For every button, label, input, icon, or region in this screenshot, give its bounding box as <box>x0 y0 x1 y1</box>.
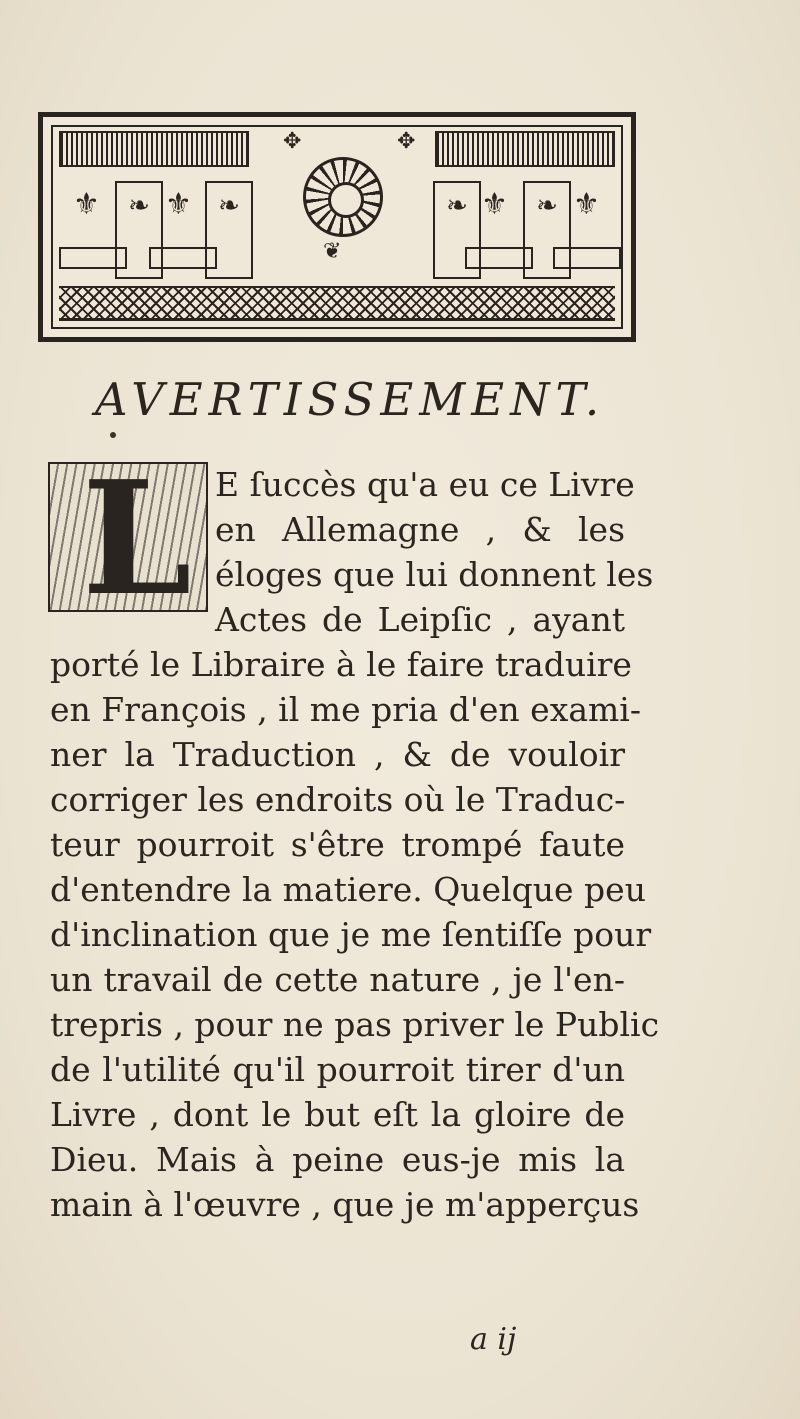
text-line: en Allemagne , & les <box>215 510 625 549</box>
ornamental-headpiece <box>38 112 636 342</box>
scroll-ornament <box>149 247 217 269</box>
ornament-sprig-icon: ❦ <box>323 239 342 264</box>
headpiece-frame <box>51 125 623 329</box>
text-line: Dieu. Mais à peine eus-je mis la <box>50 1140 625 1179</box>
ornament-cell: ❧ <box>523 181 571 279</box>
text-line: Livre , dont le but eſt la gloire de <box>50 1095 625 1134</box>
ornament-sprig-icon: ✥ <box>397 129 416 154</box>
text-line: corriger les endroits où le Traduc- <box>50 780 626 819</box>
signature-mark: a ij <box>470 1322 517 1357</box>
text-line: E ſuccès qu'a eu ce Livre <box>215 465 635 504</box>
text-line: teur pourroit s'être trompé faute <box>50 825 625 864</box>
scroll-ornament <box>59 247 127 269</box>
hatched-bar-left <box>59 131 249 167</box>
ornament-cell: ❧ <box>433 181 481 279</box>
fleur-de-lis-icon: ⚜ <box>573 187 600 222</box>
body-text <box>50 447 660 1227</box>
scroll-ornament <box>465 247 533 269</box>
text-line: main à l'œuvre , que je m'apperçus <box>50 1185 640 1224</box>
ornament-sprig-icon: ✥ <box>283 129 302 154</box>
text-line: de l'utilité qu'il pourroit tirer d'un <box>50 1050 625 1089</box>
text-line: ner la Traduction , & de vouloir <box>50 735 625 774</box>
ink-dot <box>110 432 116 438</box>
text-line: porté le Libraire à le faire traduire <box>50 645 632 684</box>
text-line: en François , il me pria d'en exami- <box>50 690 641 729</box>
scroll-ornament <box>553 247 621 269</box>
fleur-de-lis-icon: ⚜ <box>481 187 508 222</box>
text-line: d'entendre la matiere. Quelque peu <box>50 870 646 909</box>
drop-cap-letter: L <box>82 447 192 630</box>
text-line: un travail de cette nature , je l'en- <box>50 960 625 999</box>
text-line: d'inclination que je me ſentiſſe pour <box>50 915 652 954</box>
central-medallion <box>303 157 383 237</box>
page-title: AVERTISSEMENT. <box>95 373 606 426</box>
hatched-bar-right <box>435 131 615 167</box>
fleur-de-lis-icon: ⚜ <box>73 187 100 222</box>
fleur-de-lis-icon: ⚜ <box>165 187 192 222</box>
ornament-cell: ❧ <box>115 181 163 279</box>
text-line: trepris , pour ne pas priver le Public <box>50 1005 660 1044</box>
meander-border <box>59 286 615 321</box>
text-line: Actes de Leipſic , ayant <box>215 600 625 639</box>
text-line: éloges que lui donnent les <box>215 555 654 594</box>
ornament-cell: ❧ <box>205 181 253 279</box>
